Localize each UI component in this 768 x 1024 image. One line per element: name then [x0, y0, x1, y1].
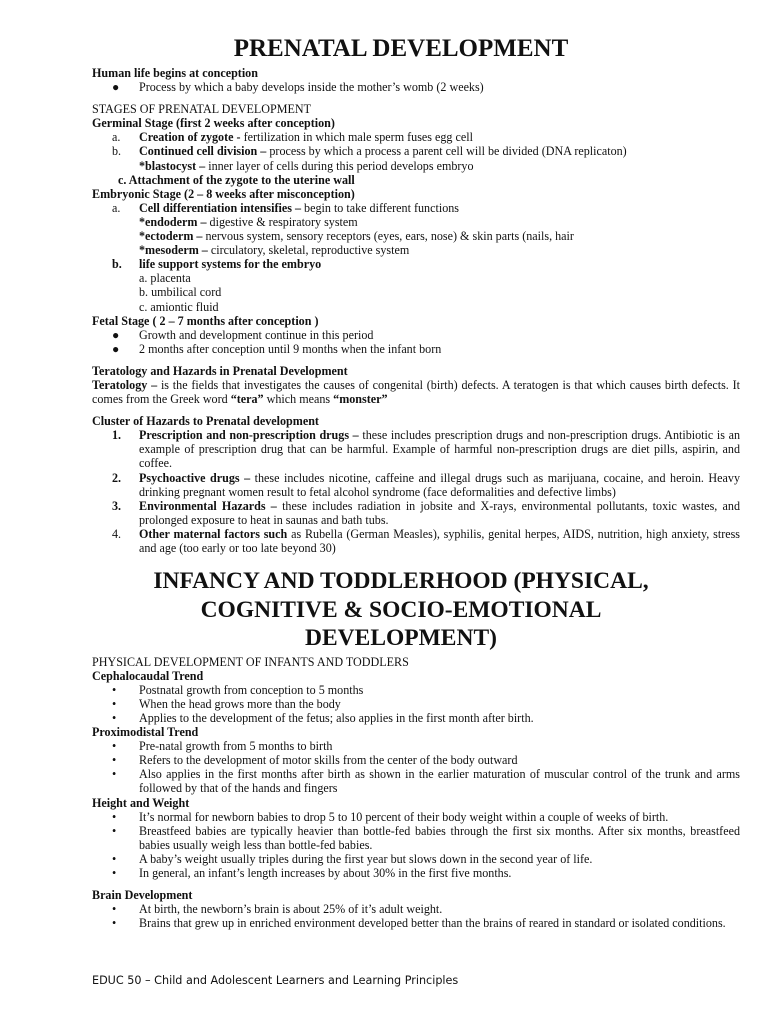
item-term: Psychoactive drugs – — [139, 470, 251, 485]
item-term: life support systems for the embryo — [139, 257, 322, 272]
bullet-glyph: • — [112, 710, 117, 725]
proximodistal-heading: Proximodistal Trend — [92, 725, 199, 740]
height-weight-bullet — [92, 852, 740, 866]
hazards-heading: Cluster of Hazards to Prenatal development — [92, 414, 319, 429]
bullet-text: 2 months after conception until 9 months when the infant born — [139, 341, 442, 356]
germinal-heading: Germinal Stage (first 2 weeks after conception) — [92, 116, 335, 131]
bullet-text: A baby’s weight usually triples during the first year but slows down in the second year of life. — [139, 851, 593, 866]
bullet-dot: ● — [112, 80, 120, 95]
cephalocaudal-bullet — [92, 711, 740, 725]
item-text: fertilization in which male sperm fuses egg cell — [240, 130, 473, 145]
embryonic-heading: Embryonic Stage (2 – 8 weeks after misconception) — [92, 186, 355, 201]
item-term: *ectoderm – — [139, 229, 203, 244]
germinal-item-c: c. Attachment of the zygote to the uterine wall — [118, 172, 355, 187]
endoderm-line — [92, 215, 740, 229]
life-heading: Human life begins at conception — [92, 66, 258, 80]
list-marker: b. — [112, 144, 122, 159]
hazard-item — [92, 471, 740, 499]
item-term: *endoderm – — [139, 214, 207, 229]
item-term: *blastocyst – — [139, 158, 206, 173]
bullet-text: Refers to the development of motor skills from the center of the body outward — [139, 753, 518, 768]
list-marker: a. — [112, 130, 121, 145]
bullet-text: It’s normal for newborn babies to drop 5 to 10 percent of their body weight within a couple of weeks of birth. — [139, 809, 669, 824]
support-item: b. umbilical cord — [139, 285, 222, 300]
fetal-heading: Fetal Stage ( 2 – 7 months after conception ) — [92, 313, 319, 328]
germinal-item-a — [92, 130, 740, 144]
cephalocaudal-bullet — [92, 683, 740, 697]
bullet-text: At birth, the newborn’s brain is about 25% of it’s adult weight. — [139, 902, 443, 917]
item-text: digestive & respiratory system — [206, 214, 358, 229]
list-marker: 3. — [112, 498, 122, 513]
brain-bullet — [92, 916, 740, 930]
bullet-glyph: • — [112, 866, 117, 880]
item-term: Environmental Hazards – — [139, 498, 277, 513]
bullet-text: Applies to the development of the fetus; also applies in the first month after birth. — [139, 710, 534, 725]
bullet-glyph: • — [112, 739, 117, 754]
item-text: which means — [263, 392, 334, 407]
hazard-item — [92, 428, 740, 470]
bullet-text: Also applies in the first months after birth as shown in the earlier maturation of muscular control of the trunk and arms followed by that of the hands and fingers — [139, 767, 740, 796]
item-text: as Rubella (German Measles), syphilis, genital herpes, AIDS, nutrition, high anxiety, stress and age (too early or too late beyond 30) — [139, 526, 740, 555]
height-weight-bullet — [92, 824, 740, 852]
proximodistal-bullet — [92, 767, 740, 795]
bullet-glyph: • — [112, 809, 117, 824]
item-text: nervous system, sensory receptors (eyes, ears, nose) & skin parts (nails, hair — [202, 229, 574, 244]
life-bullet — [92, 80, 740, 94]
item-term: Continued cell division – — [139, 144, 267, 159]
bullet-dot: ● — [112, 341, 120, 356]
list-marker: 4. — [112, 526, 122, 541]
bullet-glyph: • — [112, 823, 117, 838]
cephalocaudal-heading: Cephalocaudal Trend — [92, 668, 204, 683]
height-weight-bullet — [92, 866, 740, 880]
prenatal-title: PRENATAL DEVELOPMENT — [233, 35, 569, 62]
fetal-bullet — [92, 342, 740, 356]
list-marker: 1. — [112, 428, 122, 443]
item-text: is the fields that investigates the causes of congenital (birth) defects. A teratogen is that which causes birth defects. It comes from the Greek word — [92, 377, 741, 407]
hazard-item — [92, 499, 740, 527]
embryonic-item-b — [92, 257, 740, 271]
proximodistal-bullet — [92, 739, 740, 753]
teratology-heading: Teratology and Hazards in Prenatal Development — [92, 363, 348, 378]
proximodistal-bullet — [92, 753, 740, 767]
bullet-text: Process by which a baby develops inside the mother’s womb (2 weeks) — [139, 80, 484, 95]
bullet-glyph: • — [112, 767, 117, 782]
item-text: these includes prescription drugs and non-prescription drugs. Antibiotic is an example of prescription drug that can be harmful. Example of harmful non-prescription drugs are diet pills, aspirin, and coffee. — [139, 428, 741, 471]
bullet-text: In general, an infant’s length increases by about 30% in the first five months. — [139, 866, 512, 880]
ectoderm-line — [92, 229, 740, 243]
physical-heading: PHYSICAL DEVELOPMENT OF INFANTS AND TODDLERS — [92, 654, 409, 669]
bullet-glyph: • — [112, 682, 117, 697]
bullet-glyph: • — [112, 851, 117, 866]
height-weight-bullet — [92, 810, 740, 824]
item-text: these includes radiation in jobsite and X-rays, environmental pollutants, toxic wastes, and prolonged exposure to heat in saunas and bath tubs. — [139, 498, 740, 527]
bullet-glyph: • — [112, 902, 117, 917]
item-term: *mesoderm – — [139, 243, 208, 258]
bullet-text: Pre-natal growth from 5 months to birth — [139, 739, 333, 754]
bullet-text: When the head grows more than the body — [139, 696, 341, 711]
list-marker: a. — [112, 200, 121, 215]
item-term: Prescription and non-prescription drugs – — [139, 428, 359, 443]
page-footer: EDUC 50 – Child and Adolescent Learners and Learning Principles — [92, 974, 459, 987]
item-text: inner layer of cells during this period develops embryo — [205, 158, 474, 173]
bullet-glyph: • — [112, 753, 117, 768]
mesoderm-line — [92, 243, 740, 257]
bullet-glyph: • — [112, 916, 117, 931]
item-text: begin to take different functions — [301, 200, 459, 215]
item-text: process by which a process a parent cell will be divided (DNA replicaton) — [266, 144, 627, 159]
bullet-dot: ● — [112, 327, 120, 342]
bullet-text: Brains that grew up in enriched environment developed better than the brains of reared in standard or isolated conditions. — [139, 916, 726, 931]
bullet-text: Breastfeed babies are typically heavier than bottle-fed babies through the first six months. After six months, breastfeed babies usually weigh less than bottle-fed babies. — [139, 823, 740, 852]
hazard-item — [92, 527, 740, 555]
tera-word: “tera” — [230, 392, 264, 407]
support-item: c. amiontic fluid — [139, 299, 219, 314]
item-term: Teratology – — [92, 377, 158, 392]
bullet-glyph: • — [112, 696, 117, 711]
teratology-paragraph — [92, 378, 740, 406]
list-marker: 2. — [112, 470, 122, 485]
monster-word: “monster” — [333, 392, 388, 407]
germinal-item-b — [92, 144, 740, 158]
height-weight-heading: Height and Weight — [92, 795, 190, 810]
support-item: a. placenta — [139, 271, 191, 286]
bullet-text: Growth and development continue in this period — [139, 327, 374, 342]
bullet-text: Postnatal growth from conception to 5 months — [139, 682, 364, 697]
stages-heading: STAGES OF PRENATAL DEVELOPMENT — [92, 102, 312, 117]
item-term: Cell differentiation intensifies – — [139, 200, 302, 215]
item-text: circulatory, skeletal, reproductive system — [207, 243, 410, 258]
fetal-bullet — [92, 328, 740, 342]
infancy-title-line: COGNITIVE & SOCIO-EMOTIONAL — [200, 596, 602, 623]
infancy-title-line: INFANCY AND TODDLERHOOD (PHYSICAL, — [153, 568, 649, 595]
item-term: Other maternal factors such — [139, 526, 288, 541]
list-marker: b. — [112, 257, 122, 272]
item-text: these includes nicotine, caffeine and illegal drugs such as marijuana, cocaine, and heroin. Heavy drinking pregnant women result to fetal alcohol syndrome (face deformalities and defective limbs) — [139, 470, 740, 499]
embryonic-item-a — [92, 201, 740, 215]
blastocyst-line — [92, 159, 740, 173]
infancy-title — [62, 567, 740, 653]
brain-bullet — [92, 902, 740, 916]
item-term: Creation of zygote - — [139, 130, 241, 145]
brain-heading: Brain Development — [92, 888, 193, 903]
infancy-title-line: DEVELOPMENT) — [305, 625, 497, 652]
cephalocaudal-bullet — [92, 697, 740, 711]
